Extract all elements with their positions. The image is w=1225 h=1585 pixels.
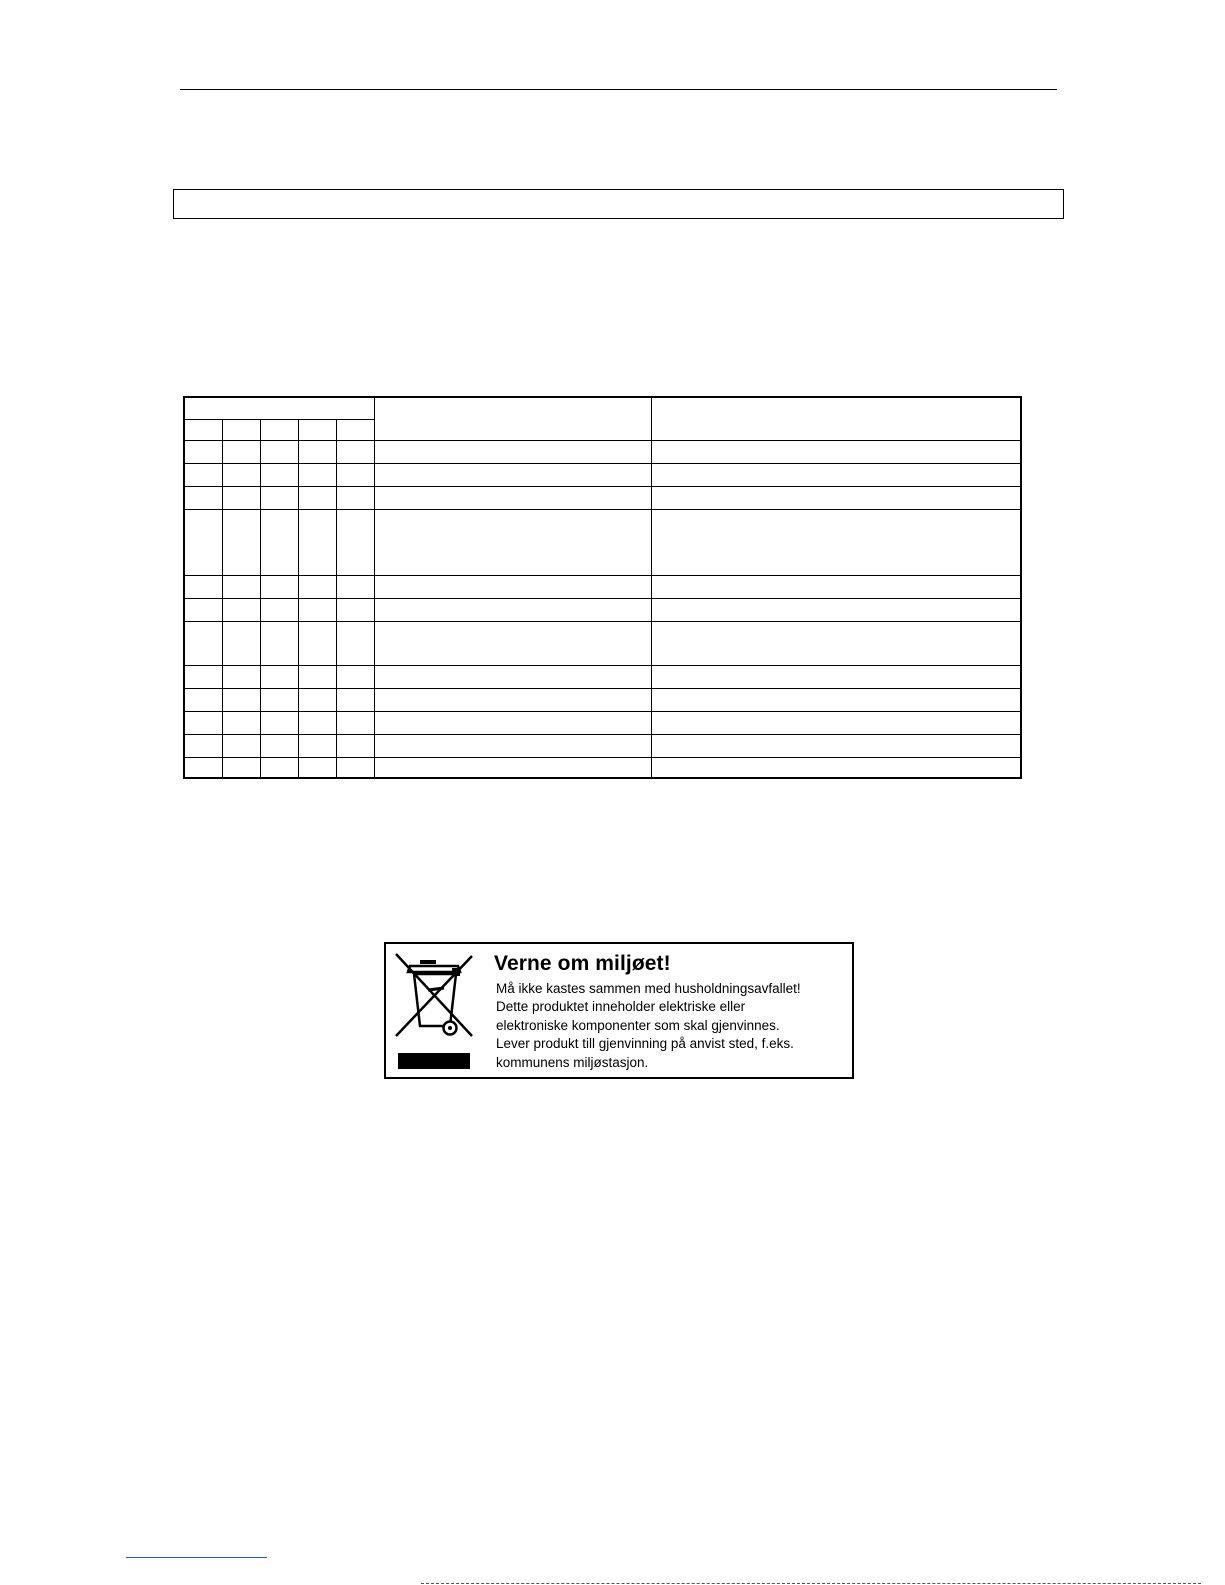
footer-link-underline [126, 1557, 267, 1558]
table-row [184, 440, 1021, 463]
title-box [173, 189, 1064, 219]
table-row [184, 757, 1021, 778]
environment-line: elektroniske komponenter som skal gjenvinnes. [496, 1017, 780, 1033]
table-row [184, 463, 1021, 486]
table-row [184, 575, 1021, 598]
environment-line: kommunens miljøstasjon. [496, 1054, 649, 1070]
environment-line: Dette produktet inneholder elektriske eller [496, 999, 746, 1015]
environment-title: Verne om miljøet! [494, 952, 671, 975]
table-subheader-cell [260, 419, 298, 440]
table-row [184, 711, 1021, 734]
black-bar [398, 1053, 470, 1069]
environment-text [496, 980, 801, 1072]
spec-table [183, 396, 1022, 779]
environment-line: Lever produkt till gjenvinning på anvist sted, f.eks. [496, 1036, 794, 1052]
crossed-out-wheelie-bin-icon [392, 950, 478, 1040]
environment-line: Må ikke kastes sammen med husholdningsavfallet! [496, 981, 801, 996]
table-header-cell [374, 397, 651, 440]
table-header-cell [651, 397, 1021, 440]
header-rule [180, 89, 1057, 90]
table-row [184, 621, 1021, 665]
table-subheader-cell [336, 419, 374, 440]
table-subheader-cell [298, 419, 336, 440]
table-row [184, 688, 1021, 711]
footer-rule [421, 1583, 1201, 1584]
table-row [184, 665, 1021, 688]
table-row [184, 598, 1021, 621]
table-subheader-cell [184, 419, 222, 440]
table-row [184, 734, 1021, 757]
table-header-cell [184, 397, 374, 419]
table-header-row [184, 397, 1021, 419]
table-row [184, 509, 1021, 575]
table-row [184, 486, 1021, 509]
table-subheader-cell [222, 419, 260, 440]
environment-label [384, 942, 854, 1079]
